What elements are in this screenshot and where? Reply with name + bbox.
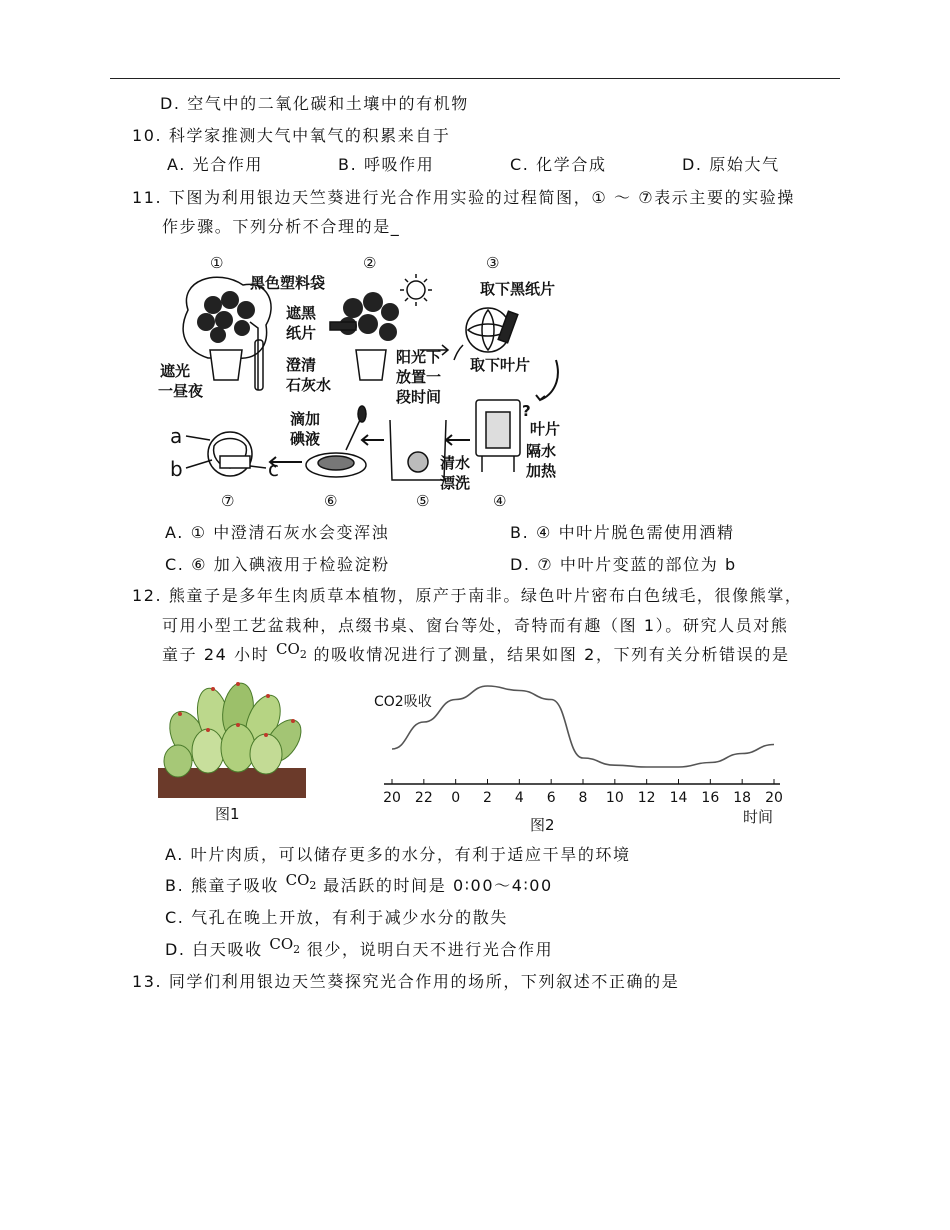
label-a: a	[170, 424, 183, 448]
label-remove-leaf: 取下叶片	[470, 356, 531, 374]
q11-option-a: A. ① 中澄清石灰水会变浑浊	[165, 523, 390, 542]
x-tick-label: 12	[637, 790, 656, 806]
bear-paw-plant-photo	[158, 676, 306, 798]
label-water1: 隔水	[526, 442, 557, 460]
arrow-3-4	[536, 360, 558, 400]
label-rinse1: 清水	[440, 454, 471, 472]
label-lime1: 澄清	[286, 356, 317, 374]
step7-leaf	[186, 432, 266, 476]
x-tick-label: 22	[414, 790, 433, 806]
label-shade: 遮光	[160, 362, 191, 380]
label-leaf: 叶片	[530, 420, 561, 438]
step3-leaf	[454, 308, 518, 360]
q12-stem-line3-end: 的吸收情况进行了测量，结果如图 2，下列有关分析错误的是	[313, 645, 790, 664]
x-tick-label: 8	[578, 790, 588, 806]
q12-option-b	[165, 873, 553, 898]
q12-option-d	[165, 937, 553, 962]
label-rinse2: 漂洗	[440, 474, 471, 492]
top-rule	[110, 78, 840, 79]
x-tick-label: 6	[546, 790, 556, 806]
figure2-caption: 图2	[530, 816, 555, 834]
step-6-label: ⑥	[324, 492, 338, 510]
q10-option-b: B. 呼吸作用	[338, 155, 435, 174]
label-bag: 黑色塑料袋	[250, 274, 326, 292]
arrow-5-6	[362, 435, 384, 445]
x-tick-label: 10	[605, 790, 624, 806]
q12-stem-line3	[162, 642, 790, 667]
figure1-caption: 图1	[215, 805, 240, 823]
q11-option-c: C. ⑥ 加入碘液用于检验淀粉	[165, 555, 390, 574]
step-1-label: ①	[210, 254, 224, 272]
label-remove-paper: 取下黑纸片	[480, 280, 556, 298]
q11-option-d: D. ⑦ 中叶片变蓝的部位为 b	[510, 555, 737, 574]
step-3-label: ③	[486, 254, 500, 272]
co2-absorption-chart	[370, 676, 790, 836]
x-tick-label: 0	[451, 790, 461, 806]
q12-option-b-end: 最活跃的时间是 0∶00～4∶00	[323, 876, 553, 895]
chart-ylabel: CO2吸收	[374, 694, 432, 710]
q11-experiment-figure	[158, 250, 588, 512]
step-7-label: ⑦	[221, 492, 235, 510]
x-tick-label: 18	[733, 790, 752, 806]
label-daynight: 一昼夜	[158, 382, 204, 400]
step4-water-bath	[476, 400, 520, 472]
x-tick-label: 20	[765, 790, 783, 806]
q12-option-d-end: 很少，说明白天不进行光合作用	[306, 940, 554, 959]
q12-stem-line2: 可用小型工艺盆栽种，点缀书桌、窗台等处，奇特而有趣（图 1）。研究人员对熊	[162, 616, 789, 635]
label-iodine2: 碘液	[290, 430, 321, 448]
q12-option-c: C. 气孔在晚上开放，有利于减少水分的散失	[165, 908, 508, 927]
x-tick-label: 4	[514, 790, 524, 806]
co2-series-line	[392, 686, 774, 767]
label-cover1: 遮黑	[286, 304, 317, 322]
step-2-label: ②	[363, 254, 377, 272]
step5-rinse	[390, 420, 446, 480]
step-5-label: ⑤	[416, 492, 430, 510]
x-tick-label: 2	[483, 790, 492, 806]
q11-option-b: B. ④ 中叶片脱色需使用酒精	[510, 523, 735, 542]
q12-stem-line1: 12. 熊童子是多年生肉质草本植物，原产于南非。绿色叶片密布白色绒毛，很像熊掌，	[132, 586, 803, 605]
q11-stem-line1: 11. 下图为利用银边天竺葵进行光合作用实验的过程简图，① ～ ⑦表示主要的实验操	[132, 188, 795, 207]
q9-option-d: D. 空气中的二氧化碳和土壤中的有机物	[160, 94, 469, 113]
q12-option-b-start: B. 熊童子吸收	[165, 876, 279, 895]
x-tick-label: 20	[383, 790, 401, 806]
co2-formula: $CO_2$	[269, 935, 301, 956]
label-iodine1: 滴加	[290, 410, 321, 428]
label-sun1: 阳光下	[396, 348, 442, 366]
q10-option-c: C. 化学合成	[510, 155, 607, 174]
q10-stem: 10. 科学家推测大气中氧气的积累来自于	[132, 126, 451, 145]
q12-option-a: A. 叶片肉质，可以储存更多的水分，有利于适应干旱的环境	[165, 845, 631, 864]
q10-option-d: D. 原始大气	[682, 155, 780, 174]
q12-stem-line3-start: 童子 24 小时	[162, 645, 270, 664]
label-question: ?	[522, 402, 531, 420]
label-c: c	[268, 457, 279, 481]
arrow-4-5	[446, 435, 470, 445]
q11-stem-line2: 作步骤。下列分析不合理的是_	[162, 217, 401, 236]
label-cover2: 纸片	[286, 324, 317, 342]
x-tick-label: 16	[701, 790, 720, 806]
label-sun2: 放置一	[396, 368, 442, 386]
label-b: b	[170, 457, 183, 481]
step1-bagged-plant	[183, 277, 271, 390]
q12-option-d-start: D. 白天吸收	[165, 940, 263, 959]
label-water2: 加热	[526, 462, 557, 480]
chart-xlabel: 时间	[743, 808, 774, 826]
q10-option-a: A. 光合作用	[167, 155, 264, 174]
label-lime2: 石灰水	[286, 376, 332, 394]
x-tick-label: 14	[669, 790, 688, 806]
q13-stem: 13. 同学们利用银边天竺葵探究光合作用的场所，下列叙述不正确的是	[132, 972, 680, 991]
co2-formula: $CO_2$	[285, 871, 317, 892]
step-4-label: ④	[493, 492, 507, 510]
label-sun3: 段时间	[396, 388, 442, 406]
co2-formula: $CO_2$	[276, 640, 307, 661]
